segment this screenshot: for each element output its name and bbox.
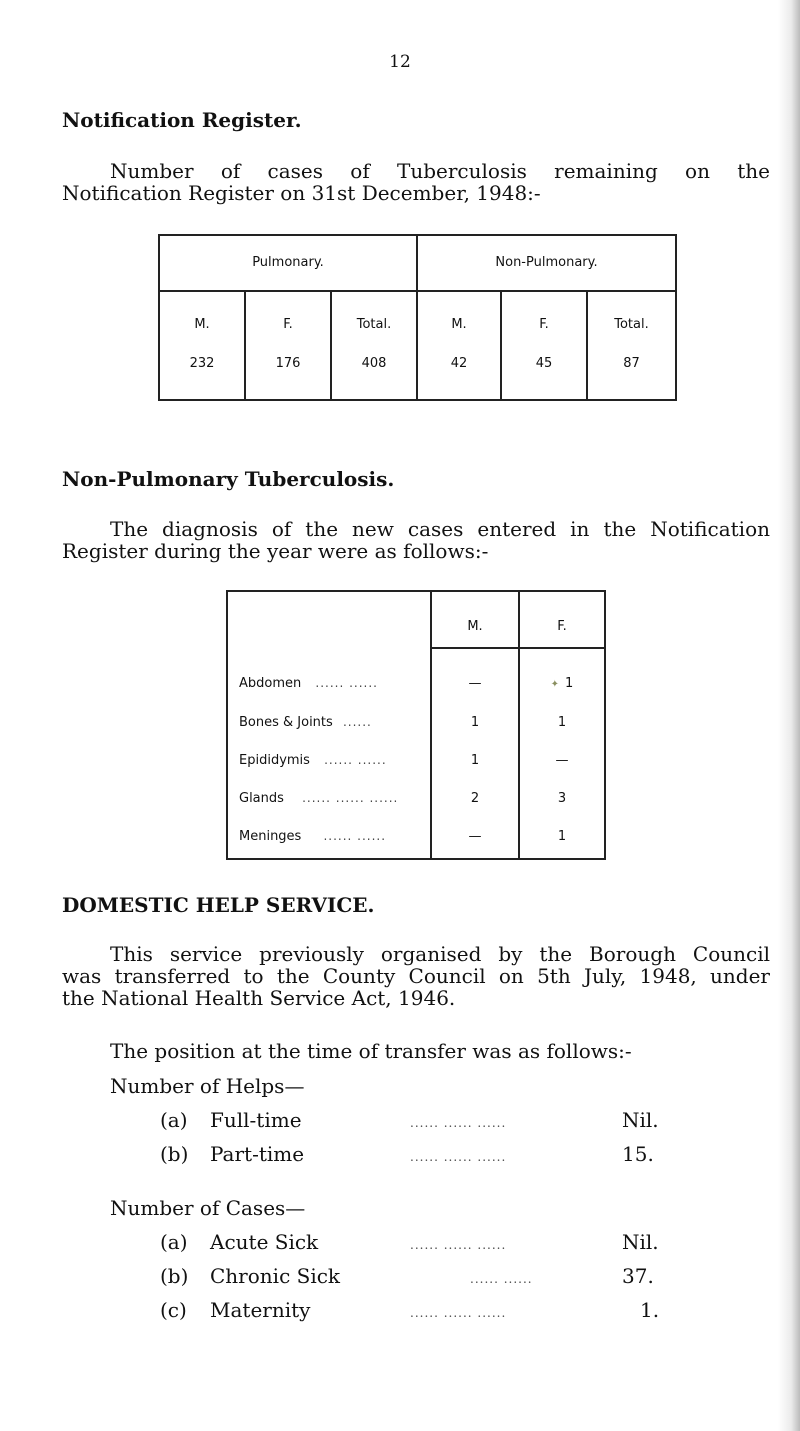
item-label: Part-time — [210, 1142, 305, 1166]
table-row-label-glands — [239, 791, 398, 806]
table-cell: ✦ 1 — [550, 676, 574, 691]
row-label-text: Bones & Joints — [239, 715, 333, 730]
group-header-pulmonary: Pulmonary. — [252, 255, 324, 270]
item-key: (a) — [160, 1108, 188, 1132]
paragraph-line-1: Number of cases of Tuberculosis remaining on the — [110, 159, 770, 183]
leader-dots: ...... ...... ...... — [302, 791, 399, 805]
item-key: (c) — [160, 1298, 187, 1322]
paragraph-line-2: was transferred to the County Council on 5th July, 1948, under — [62, 964, 770, 988]
item-value: Nil. — [622, 1230, 659, 1254]
leader-dots: ...... ...... ...... — [410, 1116, 507, 1130]
cases-heading: Number of Cases— — [110, 1196, 306, 1220]
table-cell: — — [555, 753, 569, 768]
row-label-text: Glands — [239, 791, 284, 806]
list-item-chronic-sick — [160, 1264, 680, 1288]
column-header: Total. — [356, 317, 392, 332]
list-item-part-time — [160, 1142, 680, 1166]
table-cell: 3 — [557, 791, 567, 806]
non-pulmonary-paragraph — [62, 518, 770, 562]
paragraph-line-1: The diagnosis of the new cases entered in the Notification — [110, 517, 770, 541]
table-cell: 408 — [361, 356, 387, 371]
item-key: (a) — [160, 1230, 188, 1254]
leader-dots: ...... ...... ...... — [410, 1238, 507, 1252]
paragraph-line-1: This service previously organised by the Borough Council — [110, 942, 770, 966]
leader-dots: ...... ...... ...... — [410, 1150, 507, 1164]
domestic-help-paragraph — [62, 943, 770, 1009]
table-cell: 87 — [623, 356, 640, 371]
paragraph-line-2: Register during the year were as follows:- — [62, 539, 489, 563]
list-item-full-time — [160, 1108, 680, 1132]
leader-dots: ...... ...... — [315, 676, 378, 690]
item-key: (b) — [160, 1264, 189, 1288]
column-header: Total. — [614, 317, 649, 332]
column-header: F. — [283, 317, 293, 332]
item-label: Acute Sick — [210, 1230, 319, 1254]
table-row-label-bones-joints — [239, 715, 372, 730]
table-cell: 42 — [450, 356, 468, 371]
table-row-label-meninges — [239, 829, 386, 844]
scan-edge-shadow — [778, 0, 800, 1431]
table-cell: — — [468, 676, 482, 691]
leader-dots: ...... ...... — [470, 1272, 533, 1286]
list-item-acute-sick — [160, 1230, 680, 1254]
item-value: Nil. — [622, 1108, 659, 1132]
leader-dots: ...... — [342, 715, 372, 729]
leader-dots: ...... ...... — [323, 829, 387, 843]
group-header-non-pulmonary: Non-Pulmonary. — [495, 255, 598, 270]
table-cell: — — [468, 829, 482, 844]
column-header-m: M. — [467, 619, 483, 634]
notification-register-table — [0, 0, 800, 420]
item-label: Full-time — [210, 1108, 302, 1132]
item-label: Maternity — [210, 1298, 311, 1322]
row-label-text: Meninges — [239, 829, 302, 844]
table-cell: 45 — [535, 356, 553, 371]
leader-dots: ...... ...... — [324, 753, 387, 767]
table-cell: 176 — [275, 356, 301, 371]
table-cell: 1 — [470, 715, 480, 730]
table-cell: 1 — [470, 753, 480, 768]
item-label: Chronic Sick — [210, 1264, 341, 1288]
paragraph-line-3: the National Health Service Act, 1946. — [62, 986, 456, 1010]
page-number: 12 — [389, 52, 411, 72]
section-heading-notification-register: Notification Register. — [62, 108, 302, 132]
row-label-text: Abdomen — [239, 676, 302, 691]
paragraph-line-2: Notification Register on 31st December, 1948:- — [62, 181, 541, 205]
row-label-text: Epididymis — [239, 753, 310, 768]
column-header: M. — [451, 317, 467, 332]
list-item-maternity — [160, 1298, 680, 1322]
column-header: F. — [539, 317, 549, 332]
table-cell: 2 — [470, 791, 480, 806]
table-cell-value: 1 — [565, 676, 574, 691]
item-value: 37. — [622, 1264, 654, 1288]
table-cell: 1 — [557, 715, 567, 730]
section-heading-domestic-help-service: DOMESTIC HELP SERVICE. — [62, 893, 375, 917]
item-value: 1. — [640, 1298, 660, 1322]
table-row-label-epididymis — [239, 753, 387, 768]
position-intro: The position at the time of transfer was as follows:- — [110, 1039, 632, 1063]
column-header: M. — [194, 317, 210, 332]
table-row-label-abdomen — [239, 676, 378, 691]
column-header-f: F. — [557, 619, 567, 634]
leader-dots: ...... ...... ...... — [410, 1306, 507, 1320]
diagnosis-table — [0, 580, 800, 870]
helps-heading: Number of Helps— — [110, 1074, 305, 1098]
section-heading-non-pulmonary-tuberculosis: Non-Pulmonary Tuberculosis. — [62, 467, 395, 491]
table-cell: 232 — [189, 356, 215, 371]
item-key: (b) — [160, 1142, 189, 1166]
table-cell: 1 — [557, 829, 567, 844]
item-value: 15. — [622, 1142, 654, 1166]
